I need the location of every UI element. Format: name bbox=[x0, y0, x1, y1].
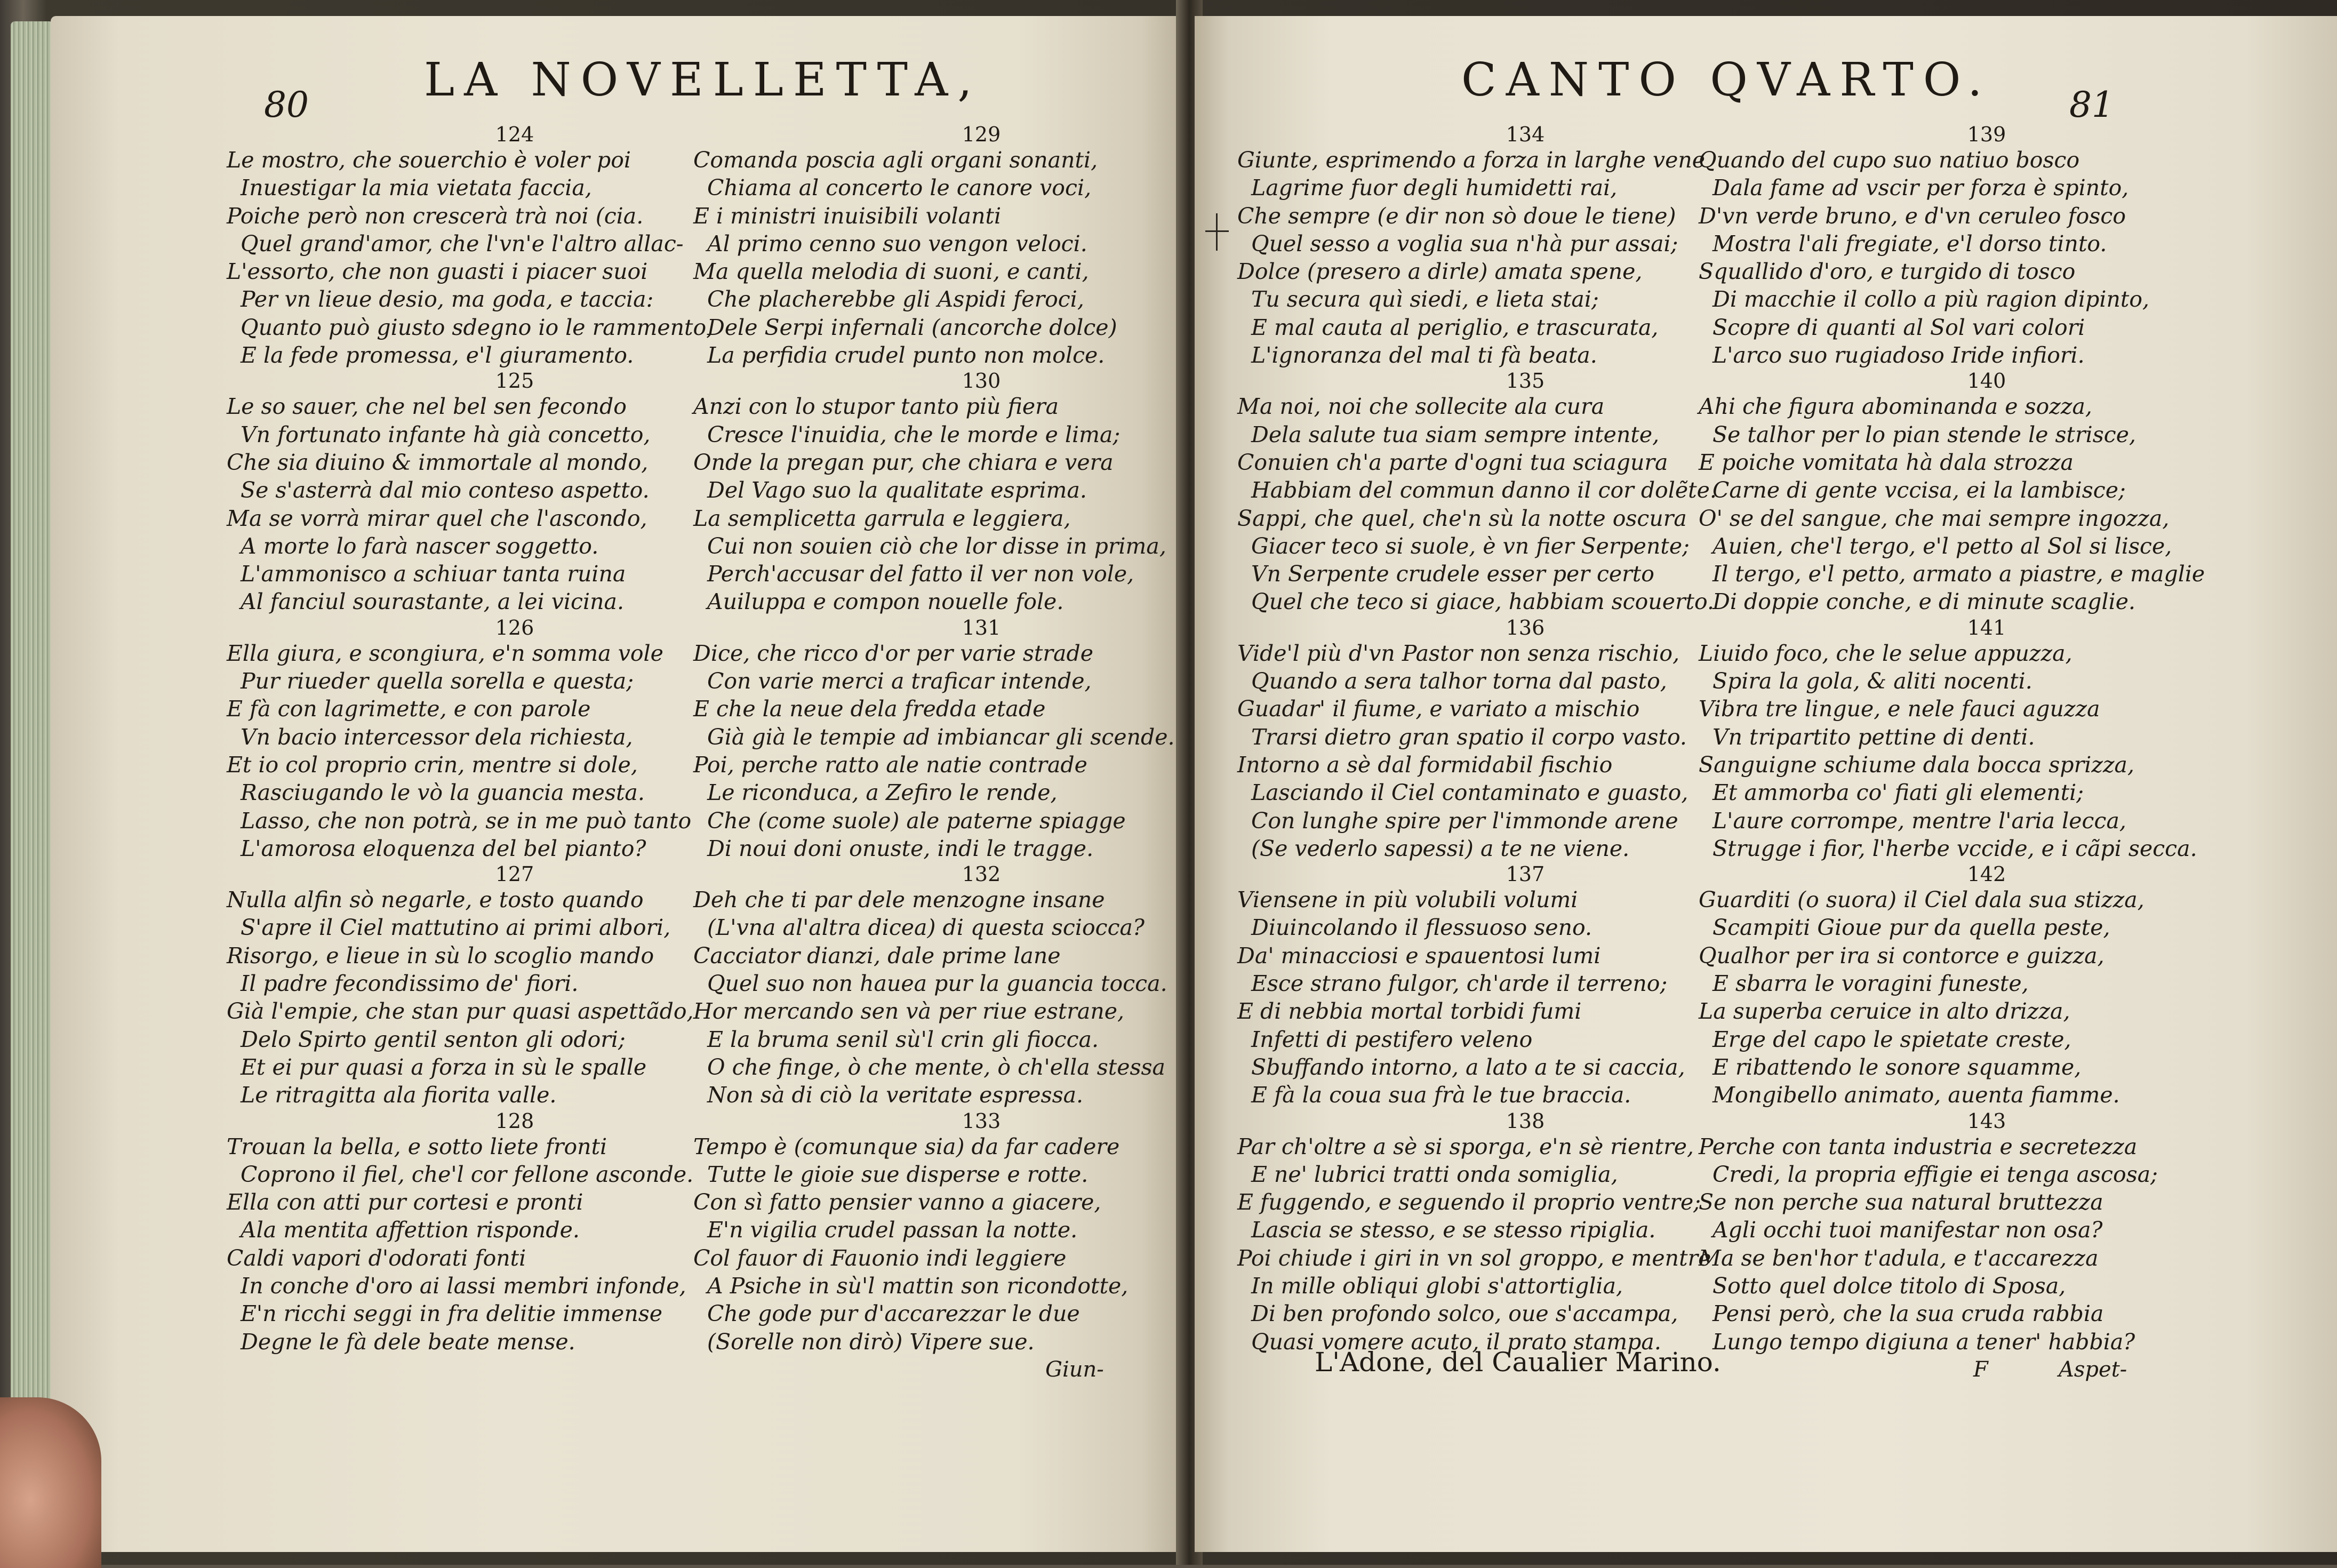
verse-line: Dice, che ricco d'or per varie strade bbox=[693, 640, 1093, 666]
stanza-number: 127 bbox=[495, 862, 534, 886]
verse-line: Agli occhi tuoi manifestar non osa? bbox=[1712, 1217, 2103, 1243]
verse-line: Lasciando il Ciel contaminato e guasto, bbox=[1251, 780, 1688, 806]
verse-line: A Psiche in sù'l mattin son ricondotte, bbox=[707, 1273, 1129, 1299]
verse-line: E fà la coua sua frà le tue braccia. bbox=[1251, 1082, 1631, 1108]
stanza bbox=[227, 369, 739, 615]
verse-line: Anzi con lo stupor tanto più fiera bbox=[693, 394, 1059, 420]
stanza bbox=[227, 1109, 739, 1356]
verse-line: Giunte, esprimendo a forza in larghe vene bbox=[1237, 147, 1706, 173]
stanza-number: 130 bbox=[962, 369, 1001, 393]
verse-line: Ella giura, e scongiura, e'n somma vole bbox=[227, 640, 663, 666]
verse-line: Ella con atti pur cortesi e pronti bbox=[227, 1189, 583, 1215]
right-page bbox=[1195, 16, 2337, 1552]
cross-marginal-mark bbox=[1205, 213, 1229, 251]
verse-line: E fà con lagrimette, e con parole bbox=[227, 696, 591, 722]
verse-line: Perch'accusar del fatto il ver non vole, bbox=[707, 561, 1134, 587]
verse-line: Qualhor per ira si contorce e guizza, bbox=[1699, 942, 2104, 969]
verse-line: Sappi, che quel, che'n sù la notte oscura bbox=[1237, 505, 1687, 531]
stanza-number: 139 bbox=[1967, 123, 2006, 146]
left-catchword: Giun- bbox=[1045, 1357, 1104, 1382]
verse-line: Di ben profondo solco, oue s'accampa, bbox=[1251, 1301, 1678, 1327]
verse-line: Vn Serpente crudele esser per certo bbox=[1251, 561, 1654, 587]
verse-line: Sotto quel dolce titolo di Sposa, bbox=[1712, 1273, 2066, 1299]
verse-line: Cacciator dianzi, dale prime lane bbox=[693, 942, 1061, 969]
verse-line: Coprono il fiel, che'l cor fellone asconde. bbox=[241, 1161, 694, 1187]
verse-line: Tu secura quì siedi, e lieta stai; bbox=[1251, 286, 1599, 313]
verse-line: Dolce (presero a dirle) amata spene, bbox=[1237, 259, 1643, 285]
verse-line: Ma se ben'hor t'adula, e t'accarezza bbox=[1699, 1245, 2099, 1271]
stanza-number: 141 bbox=[1967, 615, 2006, 639]
right-running-header: CANTO QVARTO. bbox=[1461, 53, 1992, 107]
verse-line: Ma se vorrà mirar quel che l'ascondo, bbox=[227, 505, 647, 531]
verse-line: Di doppie conche, e di minute scaglie. bbox=[1712, 589, 2136, 615]
page-edges bbox=[11, 21, 53, 1483]
verse-line: Sbuffando intorno, a lato a te si caccia, bbox=[1251, 1054, 1685, 1080]
stanza-number: 136 bbox=[1506, 615, 1545, 639]
verse-line: Che (come suole) ale paterne spiagge bbox=[707, 807, 1126, 834]
verse-line: Spira la gola, & aliti nocenti. bbox=[1712, 668, 2032, 694]
verse-line: Trouan la bella, e sotto liete fronti bbox=[227, 1133, 607, 1159]
verse-line: La semplicetta garrula e leggiera, bbox=[693, 505, 1071, 531]
verse-line: E'n ricchi seggi in fra delitie immense bbox=[241, 1301, 663, 1327]
stanza bbox=[1699, 1109, 2211, 1356]
verse-line: Quanto può giusto sdegno io le rammento, bbox=[241, 314, 714, 340]
stanza bbox=[693, 862, 1187, 1109]
verse-line: Quando del cupo suo natiuo bosco bbox=[1699, 147, 2080, 173]
verse-line: E mal cauta al periglio, e trascurata, bbox=[1251, 314, 1659, 340]
verse-line: Di macchie il collo a più ragion dipinto, bbox=[1712, 286, 2150, 313]
verse-line: E i ministri inuisibili volanti bbox=[693, 203, 1002, 229]
verse-line: Quando a sera talhor torna dal pasto, bbox=[1251, 668, 1667, 694]
verse-line: (Se vederlo sapessi) a te ne viene. bbox=[1251, 835, 1630, 861]
verse-line: Del Vago suo la qualitate esprima. bbox=[707, 477, 1087, 503]
verse-line: Non sà di ciò la veritate espressa. bbox=[707, 1082, 1084, 1108]
verse-line: Rasciugando le vò la guancia mesta. bbox=[241, 780, 645, 806]
stanza bbox=[693, 1109, 1187, 1356]
verse-line: Infetti di pestifero veleno bbox=[1251, 1026, 1533, 1052]
verse-line: Pensi però, che la sua cruda rabbia bbox=[1712, 1301, 2104, 1327]
verse-line: Cresce l'inuidia, che le morde e lima; bbox=[707, 421, 1121, 447]
verse-line: Vibra tre lingue, e nele fauci aguzza bbox=[1699, 696, 2100, 722]
verse-line: La superba ceruice in alto drizza, bbox=[1699, 998, 2070, 1025]
verse-line: Carne di gente vccisa, ei la lambisce; bbox=[1712, 477, 2126, 503]
verse-line: Vn bacio intercessor dela richiesta, bbox=[241, 724, 633, 750]
left-column-2 bbox=[693, 123, 1187, 1356]
verse-line: Lungo tempo digiuna a tener' habbia? bbox=[1712, 1329, 2135, 1355]
verse-line: Che sia diuino & immortale al mondo, bbox=[227, 449, 649, 475]
verse-line: Pur riueder quella sorella e questa; bbox=[241, 668, 634, 694]
verse-line: Ma noi, noi che sollecite ala cura bbox=[1237, 394, 1605, 420]
verse-line: L'arco suo rugiadoso Iride infiori. bbox=[1712, 342, 2085, 369]
left-page bbox=[51, 16, 1187, 1552]
verse-line: Poi chiude i giri in vn sol groppo, e mentre bbox=[1237, 1245, 1711, 1271]
verse-line: Poiche però non crescerà trà noi (cia. bbox=[227, 203, 644, 229]
verse-line: Par ch'oltre a sè si sporga, e'n sè rientre, bbox=[1237, 1133, 1694, 1159]
verse-line: Vn tripartito pettine di denti. bbox=[1712, 724, 2035, 750]
stanza bbox=[227, 862, 739, 1109]
verse-line: Vide'l più d'vn Pastor non senza rischio, bbox=[1237, 640, 1680, 666]
verse-line: Scampiti Gioue pur da quella peste, bbox=[1712, 915, 2110, 941]
verse-line: Le mostro, che souerchio è voler poi bbox=[227, 147, 631, 173]
verse-line: Scopre di quanti al Sol vari colori bbox=[1712, 314, 2085, 340]
verse-line: Degne le fà dele beate mense. bbox=[241, 1329, 575, 1355]
verse-line: E ribattendo le sonore squamme, bbox=[1712, 1054, 2082, 1080]
verse-line: Al primo cenno suo vengon veloci. bbox=[707, 230, 1087, 257]
verse-line: E di nebbia mortal torbidi fumi bbox=[1237, 998, 1582, 1025]
stanza bbox=[1237, 369, 1749, 615]
left-folio: 80 bbox=[264, 84, 309, 125]
verse-line: Auien, che'l tergo, e'l petto al Sol si lisce, bbox=[1712, 533, 2172, 559]
stanza bbox=[693, 123, 1187, 369]
signature-mark: F bbox=[1973, 1357, 1988, 1382]
verse-line: Che gode pur d'accarezzar le due bbox=[707, 1301, 1080, 1327]
right-column-2 bbox=[1699, 123, 2211, 1356]
verse-line: Trarsi dietro gran spatio il corpo vasto. bbox=[1251, 724, 1687, 750]
verse-line: Al fanciul sourastante, a lei vicina. bbox=[241, 589, 624, 615]
verse-line: O' se del sangue, che mai sempre ingozza, bbox=[1699, 505, 2170, 531]
verse-line: Con lunghe spire per l'immonde arene bbox=[1251, 807, 1678, 834]
stanza-number: 143 bbox=[1967, 1109, 2006, 1133]
verse-line: Le so sauer, che nel bel sen fecondo bbox=[227, 394, 627, 420]
verse-line: Et ammorba co' fiati gli elementi; bbox=[1712, 780, 2084, 806]
stanza-number: 135 bbox=[1506, 369, 1545, 393]
verse-line: Lagrime fuor degli humidetti rai, bbox=[1251, 175, 1618, 201]
verse-line: Hor mercando sen và per riue estrane, bbox=[693, 998, 1125, 1025]
verse-line: Ahi che figura abominanda e sozza, bbox=[1699, 394, 2092, 420]
verse-line: Intorno a sè dal formidabil fischio bbox=[1237, 751, 1613, 778]
verse-line: In conche d'oro ai lassi membri infonde, bbox=[241, 1273, 686, 1299]
verse-line: Onde la pregan pur, che chiara e vera bbox=[693, 449, 1114, 475]
verse-line: E ne' lubrici tratti onda somiglia, bbox=[1251, 1161, 1618, 1187]
verse-line: E fuggendo, e seguendo il proprio ventre; bbox=[1237, 1189, 1701, 1215]
verse-line: E che la neue dela fredda etade bbox=[693, 696, 1046, 722]
verse-line: Se s'asterrà dal mio conteso aspetto. bbox=[241, 477, 650, 503]
verse-line: Quel suo non haueа pur la guancia tocca. bbox=[707, 971, 1167, 997]
verse-line: Erge del capo le spietate creste, bbox=[1712, 1026, 2071, 1052]
verse-line: D'vn verde bruno, e d'vn ceruleo fosco bbox=[1699, 203, 2126, 229]
stanza bbox=[1699, 862, 2211, 1109]
thumb-holding-page bbox=[0, 1397, 101, 1568]
verse-line: Diuincolando il flessuoso seno. bbox=[1251, 915, 1592, 941]
stanza bbox=[693, 616, 1187, 862]
verse-line: Cui non souien ciò che lor disse in prima, bbox=[707, 533, 1166, 559]
verse-line: Risorgo, e lieue in sù lo scoglio mando bbox=[227, 942, 654, 969]
stanza-number: 140 bbox=[1967, 369, 2006, 393]
verse-line: La perfidia crudel punto non molce. bbox=[707, 342, 1105, 369]
verse-line: Con varie merci a traficar intende, bbox=[707, 668, 1092, 694]
stanza-number: 126 bbox=[495, 615, 534, 639]
stanza bbox=[1237, 123, 1749, 369]
verse-line: Giacer teco si suole, è vn fier Serpente; bbox=[1251, 533, 1690, 559]
stanza-number: 132 bbox=[962, 862, 1001, 886]
right-column-1 bbox=[1237, 123, 1749, 1356]
verse-line: Caldi vapori d'odorati fonti bbox=[227, 1245, 526, 1271]
stanza bbox=[1237, 862, 1749, 1109]
verse-line: E'n vigilia crudel passan la notte. bbox=[707, 1217, 1078, 1243]
verse-line: Dela salute tua siam sempre intente, bbox=[1251, 421, 1660, 447]
stanza-number: 124 bbox=[495, 123, 534, 146]
verse-line: Le riconduca, a Zefiro le rende, bbox=[707, 780, 1058, 806]
verse-line: Perche con tanta industria e secretezza bbox=[1699, 1133, 2138, 1159]
verse-line: Guadar' il fiume, e variato a mischio bbox=[1237, 696, 1640, 722]
verse-line: Liuido foco, che le selue appuzza, bbox=[1699, 640, 2072, 666]
verse-line: O che finge, ò che mente, ò ch'ella stessa bbox=[707, 1054, 1165, 1080]
stanza bbox=[1237, 1109, 1749, 1356]
stanza-number: 138 bbox=[1506, 1109, 1545, 1133]
verse-line: Et ei pur quasi a forza in sù le spalle bbox=[241, 1054, 647, 1080]
verse-line: Lascia se stesso, e se stesso ripiglia. bbox=[1251, 1217, 1656, 1243]
left-column-1 bbox=[227, 123, 739, 1356]
verse-line: Habbiam del commun danno il cor dolẽte. bbox=[1251, 477, 1717, 503]
verse-line: Il tergo, e'l petto, armato a piastre, e maglie bbox=[1712, 561, 2205, 587]
verse-line: Di noui doni onuste, indi le tragge. bbox=[707, 835, 1094, 861]
verse-line: E la bruma senil sù'l crin gli fiocca. bbox=[707, 1026, 1099, 1052]
verse-line: Chiama al concerto le canore voci, bbox=[707, 175, 1092, 201]
verse-line: Tempo è (comunque sia) da far cadere bbox=[693, 1133, 1120, 1159]
verse-line: Se talhor per lo pian stende le strisce, bbox=[1712, 421, 2136, 447]
verse-line: L'ignoranza del mal ti fà beata. bbox=[1251, 342, 1597, 369]
verse-line: Poi, perche ratto ale natie contrade bbox=[693, 751, 1087, 778]
verse-line: Quel che teco si giace, habbiam scouerto. bbox=[1251, 589, 1715, 615]
verse-line: Da' minacciosi e spauentosi lumi bbox=[1237, 942, 1601, 969]
verse-line: Con sì fatto pensier vanno a giacere, bbox=[693, 1189, 1101, 1215]
stanza bbox=[1237, 616, 1749, 862]
verse-line: Per vn lieue desio, ma goda, e taccia: bbox=[241, 286, 654, 313]
stanza bbox=[1699, 123, 2211, 369]
verse-line: Il padre fecondissimo de' fiori. bbox=[241, 971, 579, 997]
verse-line: Col fauor di Fauonio indi leggiere bbox=[693, 1245, 1067, 1271]
verse-line: In mille obliqui globi s'attortiglia, bbox=[1251, 1273, 1623, 1299]
verse-line: (L'vna al'altra dicea) di questa sciocca? bbox=[707, 915, 1145, 941]
stanza-number: 133 bbox=[962, 1109, 1001, 1133]
verse-line: Vn fortunato infante hà già concetto, bbox=[241, 421, 651, 447]
verse-line: E sbarra le voragini funeste, bbox=[1712, 971, 2029, 997]
verse-line: Delo Spirto gentil senton gli odori; bbox=[241, 1026, 626, 1052]
verse-line: L'amorosa eloquenza del bel pianto? bbox=[241, 835, 646, 861]
verse-line: L'ammonisco a schiuar tanta ruina bbox=[241, 561, 626, 587]
verse-line: Credi, la propria effigie ei tenga ascosa; bbox=[1712, 1161, 2158, 1187]
verse-line: Ma quella melodia di suoni, e canti, bbox=[693, 259, 1089, 285]
verse-line: E poiche vomitata hà dala strozza bbox=[1699, 449, 2074, 475]
verse-line: Esce strano fulgor, ch'arde il terreno; bbox=[1251, 971, 1668, 997]
verse-line: Quel grand'amor, che l'vn'e l'altro allac- bbox=[241, 230, 684, 257]
verse-line: Nulla alfin sò negarle, e tosto quando bbox=[227, 887, 644, 913]
stanza-number: 128 bbox=[495, 1109, 534, 1133]
verse-line: Viensene in più volubili volumi bbox=[1237, 887, 1578, 913]
stanza-number: 134 bbox=[1506, 123, 1545, 146]
verse-line: Ala mentita affettion risponde. bbox=[241, 1217, 580, 1243]
left-running-header: LA NOVELLETTA, bbox=[424, 53, 982, 107]
verse-line: Sanguigne schiume dala bocca sprizza, bbox=[1699, 751, 2135, 778]
verse-line: Quasi vomere acuto, il prato stampa. bbox=[1251, 1329, 1661, 1355]
verse-line: E la fede promessa, e'l giuramento. bbox=[241, 342, 634, 369]
verse-line: Comanda poscia agli organi sonanti, bbox=[693, 147, 1098, 173]
stanza-number: 142 bbox=[1967, 862, 2006, 886]
stanza-number: 129 bbox=[962, 123, 1001, 146]
verse-line: Et io col proprio crin, mentre si dole, bbox=[227, 751, 638, 778]
stanza bbox=[227, 123, 739, 369]
verse-line: Squallido d'oro, e turgido di tosco bbox=[1699, 259, 2076, 285]
verse-line: L'aure corrompe, mentre l'aria lecca, bbox=[1712, 807, 2126, 834]
verse-line: Deh che ti par dele menzogne insane bbox=[693, 887, 1105, 913]
verse-line: Dala fame ad vscir per forza è spinto, bbox=[1712, 175, 2129, 201]
stanza bbox=[227, 616, 739, 862]
stanza-number: 137 bbox=[1506, 862, 1545, 886]
verse-line: Le ritragitta ala fiorita valle. bbox=[241, 1082, 557, 1108]
verse-line: Conuien ch'a parte d'ogni tua sciagura bbox=[1237, 449, 1668, 475]
right-catchword: Aspet- bbox=[2059, 1357, 2127, 1382]
stanza bbox=[1699, 369, 2211, 615]
right-folio: 81 bbox=[2069, 84, 2114, 125]
verse-line: Già già le tempie ad imbiancar gli scende. bbox=[707, 724, 1175, 750]
verse-line: Già l'empie, che stan pur quasi aspettãdo, bbox=[227, 998, 694, 1025]
stanza bbox=[1699, 616, 2211, 862]
verse-line: Mongibello animato, auenta fiamme. bbox=[1712, 1082, 2120, 1108]
verse-line: Inuestigar la mia vietata faccia, bbox=[241, 175, 592, 201]
verse-line: Guarditi (o suora) il Ciel dala sua stizza, bbox=[1699, 887, 2144, 913]
colophon: L'Adone, del Caualier Marino. bbox=[1315, 1347, 1721, 1378]
verse-line: Auiluppa e compon nouelle fole. bbox=[707, 589, 1064, 615]
verse-line: S'apre il Ciel mattutino ai primi albori, bbox=[241, 915, 671, 941]
verse-line: L'essorto, che non guasti i piacer suoi bbox=[227, 259, 648, 285]
verse-line: A morte lo farà nascer soggetto. bbox=[241, 533, 599, 559]
stanza-number: 125 bbox=[495, 369, 534, 393]
verse-line: Mostra l'ali fregiate, e'l dorso tinto. bbox=[1712, 230, 2107, 257]
stanza bbox=[693, 369, 1187, 615]
verse-line: Che placherebbe gli Aspidi feroci, bbox=[707, 286, 1084, 313]
verse-line: Dele Serpi infernali (ancorche dolce) bbox=[707, 314, 1117, 340]
verse-line: Che sempre (e dir non sò doue le tiene) bbox=[1237, 203, 1676, 229]
verse-line: Lasso, che non potrà, se in me può tanto bbox=[241, 807, 692, 834]
verse-line: Quel sesso a voglia sua n'hà pur assai; bbox=[1251, 230, 1678, 257]
verse-line: Strugge i fior, l'herbe vccide, e i cãpi secca. bbox=[1712, 835, 2197, 861]
verse-line: Se non perche sua natural bruttezza bbox=[1699, 1189, 2103, 1215]
verse-line: (Sorelle non dirò) Vipere sue. bbox=[707, 1329, 1035, 1355]
verse-line: Tutte le gioie sue disperse e rotte. bbox=[707, 1161, 1089, 1187]
stanza-number: 131 bbox=[962, 615, 1001, 639]
